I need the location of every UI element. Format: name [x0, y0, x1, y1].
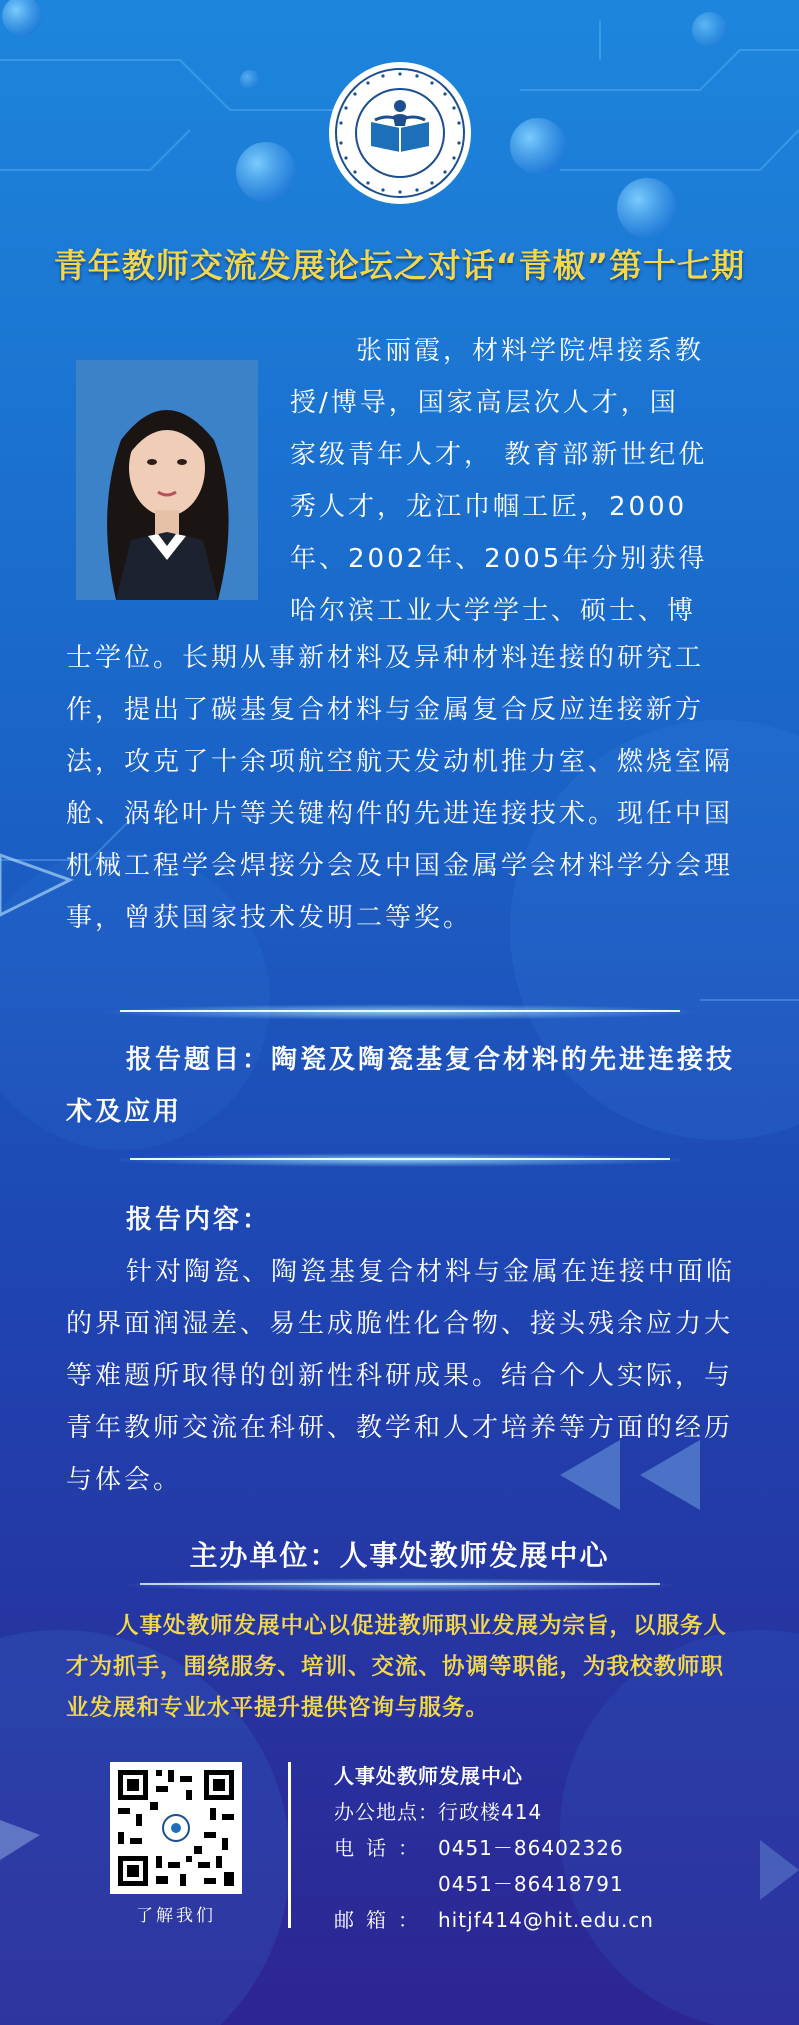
report-content	[66, 1194, 736, 1506]
phone-value-2: 0451－86418791	[438, 1872, 624, 1896]
qr-code[interactable]	[110, 1762, 242, 1894]
contact-email	[334, 1904, 654, 1933]
intro-line: 年、2002年、2005年分别获得	[290, 544, 708, 574]
forum-seal-logo-icon	[327, 60, 473, 206]
intro-paragraph: 士学位。长期从事新材料及异种材料连接的研究工作，提出了碳基复合材料与金属复合反应连接新方法，攻克了十余项航空航天发动机推力室、燃烧室隔舱、涡轮叶片等关键构件的先进连接技术。现任中国机械工程学会焊接分会及中国金属学会材料学分会理事，曾获国家技术发明二等奖。	[66, 643, 734, 933]
contact-divider	[288, 1762, 291, 1928]
report-topic-text: 陶瓷及陶瓷基复合材料的先进连接技术及应用	[66, 1045, 736, 1127]
intro-line: 张丽霞，材料学院焊接系教	[356, 336, 705, 366]
report-content-text: 针对陶瓷、陶瓷基复合材料与金属在连接中面临的界面润湿差、易生成脆性化合物、接头残余应力大等难题所取得的创新性科研成果。结合个人实际，与青年教师交流在科研、教学和人才培养等方面的经历与体会。	[66, 1257, 736, 1495]
portrait-image-icon	[76, 360, 258, 600]
report-content-label: 报告内容：	[126, 1205, 272, 1235]
phone-value-1: 0451－86402326	[438, 1836, 624, 1860]
page-title: 青年教师交流发展论坛之对话“青椒”第十七期	[53, 246, 746, 285]
organizer-description-text: 人事处教师发展中心以促进教师职业发展为宗旨，以服务人才为抓手，围绕服务、培训、交流、协调等职能，为我校教师职业发展和专业水平提升提供咨询与服务。	[66, 1613, 728, 1721]
address-value: 行政楼414	[438, 1800, 543, 1824]
intro-line: 秀人才，龙江巾帼工匠，2000	[290, 492, 688, 522]
organizer-title: 主办单位：人事处教师发展中心	[189, 1539, 610, 1572]
report-topic	[66, 1034, 736, 1138]
contact-phone	[334, 1832, 624, 1861]
contact-address	[334, 1796, 542, 1825]
address-label: 办公地点：	[334, 1800, 439, 1824]
speaker-photo	[76, 360, 258, 600]
report-topic-label: 报告题目：	[126, 1045, 272, 1075]
organizer-description	[66, 1606, 736, 1729]
intro-line: 哈尔滨工业大学学士、硕士、博	[290, 596, 697, 626]
qr-caption: 了解我们	[136, 1906, 216, 1926]
email-label: 邮箱：	[334, 1908, 430, 1932]
intro-line: 授/博导，国家高层次人才，国	[290, 388, 679, 418]
contact-phone-2	[334, 1868, 624, 1897]
qr-code-icon	[110, 1762, 242, 1894]
phone-label: 电话：	[334, 1836, 430, 1860]
contact-name: 人事处教师发展中心	[334, 1764, 523, 1788]
email-value[interactable]: hitjf414@hit.edu.cn	[438, 1908, 654, 1932]
intro-line: 家级青年人才， 教育部新世纪优	[290, 440, 708, 470]
